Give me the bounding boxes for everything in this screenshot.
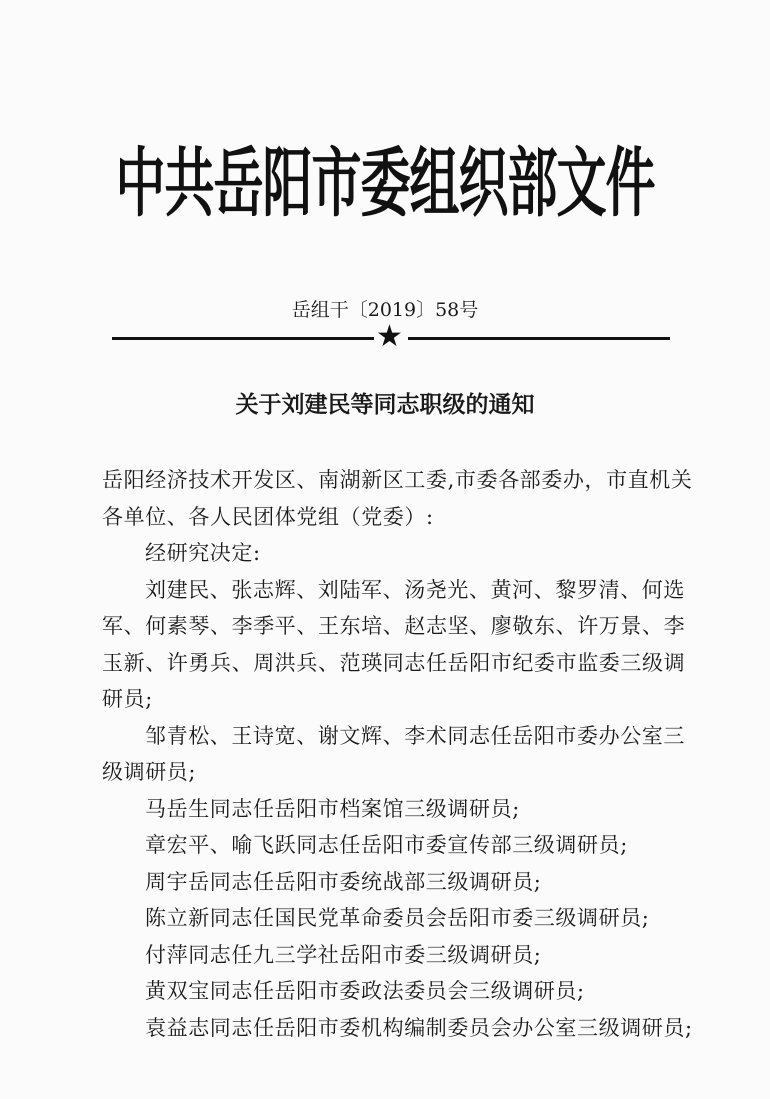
- appointment-paragraph: 付萍同志任九三学社岳阳市委三级调研员;: [145, 942, 542, 967]
- notice-body: [102, 462, 694, 1046]
- notice-title: 关于刘建民等同志职级的通知: [235, 391, 535, 418]
- intro: 经研究决定:: [145, 541, 261, 565]
- star-icon: ★: [376, 319, 403, 354]
- appointment-paragraph: 马岳生同志任岳阳市档案馆三级调研员;: [145, 796, 520, 821]
- appointment-paragraph: 黄双宝同志任岳阳市委政法委员会三级调研员;: [145, 979, 585, 1003]
- appointment-paragraph: 袁益志同志任岳阳市委机构编制委员会办公室三级调研员;: [145, 1015, 693, 1040]
- appointment-paragraph: 刘建民、张志辉、刘陆军、汤尧光、黄河、黎罗清、何选军、何素琴、李季平、王东培、赵志坚、廖敬东、许万景、李玉新、许勇兵、周洪兵、范瑛同志任岳阳市纪委市监委三级调研员;: [102, 577, 686, 711]
- appointment-paragraph: 章宏平、喻飞跃同志任岳阳市委宣传部三级调研员;: [145, 833, 628, 857]
- addressee: 岳阳经济技术开发区、南湖新区工委,市委各部委办，市直机关各单位、各人民团体党组（党委）:: [102, 468, 693, 529]
- appointment-paragraph: 邹青松、王诗宽、谢文辉、李术同志任岳阳市委办公室三级调研员;: [102, 723, 685, 784]
- header-rule-right: [408, 337, 670, 340]
- header-rule-left: [112, 337, 374, 340]
- document-number: 岳组干〔2019〕58号: [291, 299, 479, 321]
- appointment-paragraph: 陈立新同志任国民党革命委员会岳阳市委三级调研员;: [145, 906, 650, 930]
- appointment-paragraph: 周宇岳同志任岳阳市委统战部三级调研员;: [145, 869, 542, 894]
- document-header-title: 中共岳阳市委组织部文件: [115, 140, 655, 227]
